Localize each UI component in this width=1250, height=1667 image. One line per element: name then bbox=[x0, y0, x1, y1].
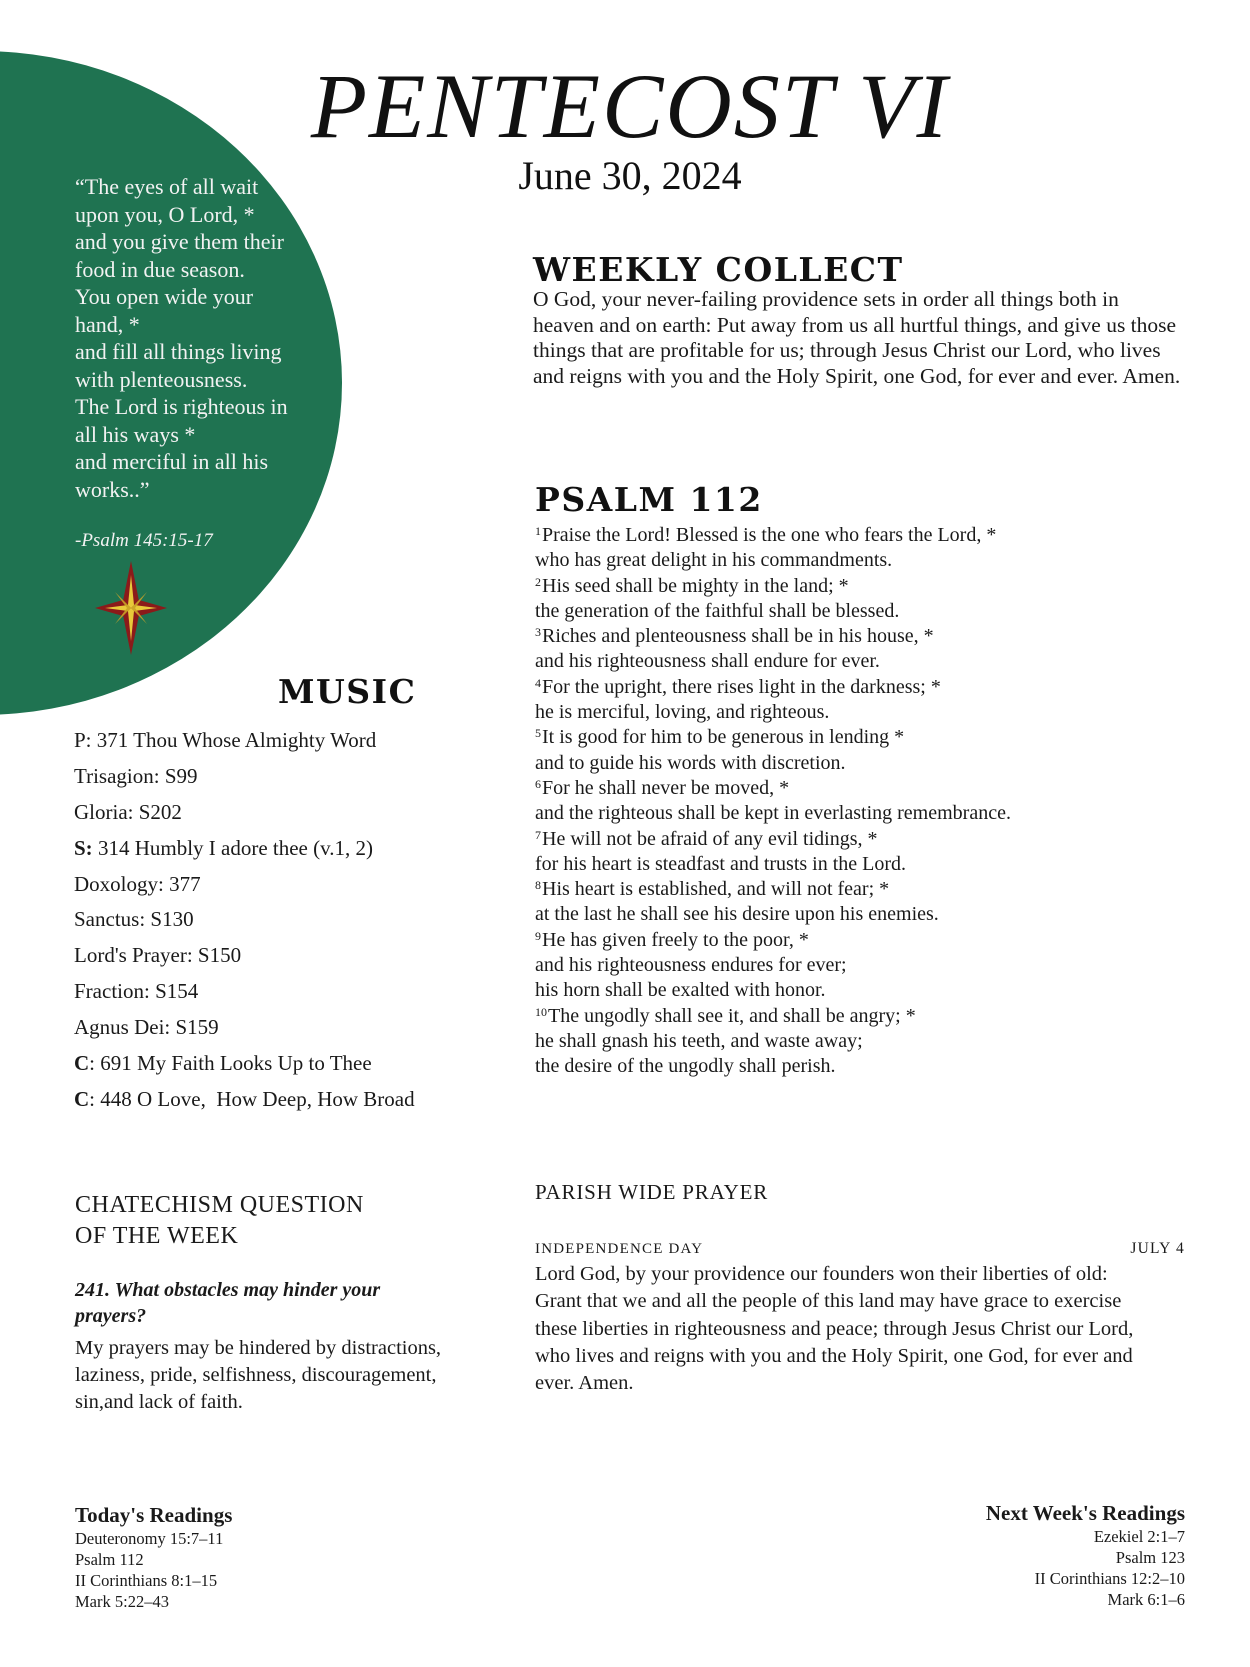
verse-text: he is merciful, loving, and righteous. bbox=[535, 701, 830, 724]
music-item-text: P: 371 Thou Whose Almighty Word bbox=[74, 728, 377, 752]
verse-number: 3 bbox=[535, 625, 541, 640]
reading-item: II Corinthians 8:1–15 bbox=[75, 1571, 218, 1590]
quote-line: all his ways * bbox=[75, 421, 196, 447]
next-readings-title: Next Week's Readings bbox=[985, 1501, 1185, 1525]
catechism-question-line: prayers? bbox=[75, 1305, 147, 1327]
psalm-line bbox=[535, 1004, 1195, 1029]
psalm-line bbox=[535, 649, 1195, 674]
music-item-text: Trisagion: S99 bbox=[74, 763, 198, 788]
catechism-heading bbox=[75, 1190, 435, 1252]
quote-line: upon you, O Lord, * bbox=[75, 201, 255, 227]
verse-text: He will not be afraid of any evil tidings, * bbox=[542, 827, 878, 850]
reading-item: Mark 5:22–43 bbox=[75, 1592, 169, 1611]
psalm-line bbox=[535, 877, 1195, 902]
psalm-line bbox=[535, 978, 1195, 1003]
quote-line: food in due season. bbox=[75, 256, 245, 282]
psalm-line bbox=[535, 1029, 1195, 1054]
verse-text: For he shall never be moved, * bbox=[542, 776, 790, 799]
verse-number: 1 bbox=[535, 524, 541, 538]
music-item-text: : 691 My Faith Looks Up to Thee bbox=[89, 1051, 372, 1076]
catechism-answer-line: laziness, pride, selfishness, discouragement, bbox=[75, 1364, 437, 1386]
music-item bbox=[74, 836, 474, 872]
prayer-line: Lord God, by your providence our founders won their liberties of old: bbox=[535, 1263, 1108, 1285]
quote-attribution: -Psalm 145:15-17 bbox=[75, 530, 213, 551]
psalm-line bbox=[535, 852, 1195, 877]
verse-number: 7 bbox=[535, 827, 541, 842]
verse-number: 5 bbox=[535, 726, 541, 741]
catechism-heading-line: OF THE WEEK bbox=[75, 1223, 239, 1249]
verse-text: The ungodly shall see it, and shall be angry; * bbox=[548, 1004, 916, 1027]
music-item-prefix: C bbox=[74, 1051, 90, 1076]
music-item-text: Fraction: S154 bbox=[74, 979, 199, 1004]
reading-item: Psalm 123 bbox=[1115, 1548, 1185, 1567]
verse-number: 9 bbox=[535, 928, 541, 943]
prayer-line: who lives and reigns with you and the Holy Spirit, one God, for ever and bbox=[535, 1344, 1133, 1367]
music-item bbox=[74, 728, 474, 764]
verse-text: He has given freely to the poor, * bbox=[542, 928, 809, 951]
reading-item: Ezekiel 2:1–7 bbox=[1093, 1527, 1185, 1546]
verse-text: his horn shall be exalted with honor. bbox=[535, 979, 826, 1002]
music-item bbox=[74, 907, 474, 943]
prayer-label: INDEPENDENCE DAY bbox=[535, 1241, 704, 1257]
psalm-line bbox=[535, 953, 1195, 978]
quote-line: The Lord is righteous in bbox=[75, 394, 288, 419]
music-list bbox=[74, 728, 474, 1123]
verse-number: 2 bbox=[535, 574, 541, 589]
prayer-text bbox=[535, 1261, 1175, 1397]
music-item-text: Lord's Prayer: S150 bbox=[74, 943, 242, 968]
psalm-line bbox=[535, 675, 1195, 700]
music-item-prefix: C bbox=[74, 1086, 90, 1111]
psalm-line bbox=[535, 624, 1195, 649]
psalm-line bbox=[535, 523, 1195, 548]
psalm-line bbox=[535, 801, 1195, 826]
music-item bbox=[74, 943, 474, 979]
music-item bbox=[74, 1087, 474, 1123]
music-heading: MUSIC bbox=[278, 672, 417, 711]
collect-heading: WEEKLY COLLECT bbox=[533, 250, 904, 289]
prayer-date: JULY 4 bbox=[1130, 1240, 1185, 1257]
verse-text: at the last he shall see his desire upon his enemies. bbox=[535, 903, 939, 926]
psalm-line bbox=[535, 928, 1195, 953]
music-item-text: Sanctus: S130 bbox=[74, 907, 194, 932]
quote-line: hand, * bbox=[75, 311, 140, 337]
next-week-readings bbox=[986, 1500, 1185, 1610]
catechism-answer-line: My prayers may be hindered by distractions, bbox=[75, 1337, 442, 1359]
verse-text: and his righteousness endures for ever; bbox=[535, 954, 847, 977]
quote-line: with plenteousness. bbox=[75, 366, 248, 392]
psalm-heading: PSALM 112 bbox=[535, 480, 763, 519]
verse-text: for his heart is steadfast and trusts in the Lord. bbox=[535, 852, 907, 875]
collect-line: O God, your never-failing providence sets in order all things both in bbox=[533, 287, 1119, 311]
psalm-line bbox=[535, 827, 1195, 852]
music-item bbox=[74, 764, 474, 800]
music-item bbox=[74, 979, 474, 1015]
verse-text: His seed shall be mighty in the land; * bbox=[542, 574, 849, 597]
music-item-prefix: S: bbox=[74, 835, 93, 860]
catechism-answer-line: sin,and lack of faith. bbox=[75, 1391, 243, 1413]
verse-text: and the righteous shall be kept in everlasting remembrance. bbox=[535, 802, 1011, 825]
psalm-line bbox=[535, 574, 1195, 599]
music-item-text: : 448 O Love, How Deep, How Broad bbox=[89, 1086, 415, 1111]
verse-number: 4 bbox=[535, 675, 541, 690]
verse-text: the generation of the faithful shall be blessed. bbox=[535, 599, 900, 622]
parish-prayer-heading: PARISH WIDE PRAYER bbox=[535, 1180, 769, 1204]
verse-number: 8 bbox=[535, 878, 541, 893]
collect-line: and reigns with you and the Holy Spirit, one God, for ever and ever. Amen. bbox=[533, 363, 1181, 388]
quote-line: You open wide your bbox=[75, 284, 254, 309]
collect-text bbox=[533, 287, 1203, 389]
verse-number: 10 bbox=[535, 1004, 547, 1019]
music-item bbox=[74, 872, 474, 908]
verse-text: and his righteousness shall endure for ever. bbox=[535, 650, 880, 673]
todays-readings-title: Today's Readings bbox=[75, 1503, 233, 1527]
catechism-answer bbox=[75, 1335, 465, 1416]
reading-item: II Corinthians 12:2–10 bbox=[1034, 1569, 1185, 1588]
verse-text: Riches and plenteousness shall be in his house, * bbox=[542, 625, 934, 648]
catechism-question bbox=[75, 1276, 455, 1331]
psalm-line bbox=[535, 902, 1195, 927]
catechism-question-line: 241. What obstacles may hinder your bbox=[75, 1279, 381, 1301]
page-title: PENTECOST VI bbox=[310, 55, 950, 157]
music-item-text: Doxology: 377 bbox=[74, 871, 201, 896]
music-item-text: 314 Humbly I adore thee (v.1, 2) bbox=[92, 835, 373, 860]
psalm-line bbox=[535, 725, 1195, 750]
reading-item: Deuteronomy 15:7–11 bbox=[75, 1529, 224, 1548]
psalm-line bbox=[535, 751, 1195, 776]
verse-text: and to guide his words with discretion. bbox=[535, 751, 846, 774]
quote-line: works..” bbox=[75, 476, 150, 502]
prayer-line: ever. Amen. bbox=[535, 1372, 634, 1395]
collect-line: things that are profitable for us; through Jesus Christ our Lord, who lives bbox=[533, 338, 1161, 362]
todays-readings bbox=[75, 1502, 232, 1612]
quote-line: and fill all things living bbox=[75, 339, 282, 364]
verse-text: he shall gnash his teeth, and waste away; bbox=[535, 1029, 863, 1052]
music-item bbox=[74, 800, 474, 836]
psalm-line bbox=[535, 599, 1195, 624]
music-item bbox=[74, 1015, 474, 1051]
psalm-line bbox=[535, 700, 1195, 725]
prayer-line: these liberties in righteousness and peace; through Jesus Christ our Lord, bbox=[535, 1317, 1134, 1340]
compass-rose-cross-icon bbox=[95, 561, 167, 655]
psalm-line bbox=[535, 548, 1195, 573]
verse-text: Praise the Lord! Blessed is the one who fears the Lord, * bbox=[542, 524, 997, 546]
verse-text: His heart is established, and will not fear; * bbox=[542, 878, 890, 901]
music-item bbox=[74, 1051, 474, 1087]
catechism-heading-line: CHATECHISM QUESTION bbox=[75, 1192, 364, 1218]
music-item-text: Agnus Dei: S159 bbox=[74, 1015, 219, 1040]
music-item-text: Gloria: S202 bbox=[74, 799, 182, 824]
psalm-line bbox=[535, 1054, 1195, 1079]
page-date: June 30, 2024 bbox=[518, 153, 742, 198]
prayer-line: Grant that we and all the people of this land may have grace to exercise bbox=[535, 1290, 1122, 1313]
quote-line: and merciful in all his bbox=[75, 449, 269, 474]
psalm-line bbox=[535, 776, 1195, 801]
sidebar-quote bbox=[75, 173, 300, 503]
verse-text: It is good for him to be generous in lending * bbox=[542, 726, 905, 749]
reading-item: Mark 6:1–6 bbox=[1107, 1590, 1185, 1609]
collect-line: heaven and on earth: Put away from us all hurtful things, and give us those bbox=[533, 312, 1177, 337]
quote-line: and you give them their bbox=[75, 229, 284, 254]
verse-text: For the upright, there rises light in the darkness; * bbox=[542, 675, 941, 698]
quote-line: “The eyes of all wait bbox=[75, 174, 259, 199]
verse-number: 6 bbox=[535, 776, 541, 791]
verse-text: who has great delight in his commandments. bbox=[535, 549, 893, 572]
reading-item: Psalm 112 bbox=[75, 1550, 144, 1569]
verse-text: the desire of the ungodly shall perish. bbox=[535, 1055, 836, 1078]
psalm-text bbox=[535, 523, 1195, 1080]
